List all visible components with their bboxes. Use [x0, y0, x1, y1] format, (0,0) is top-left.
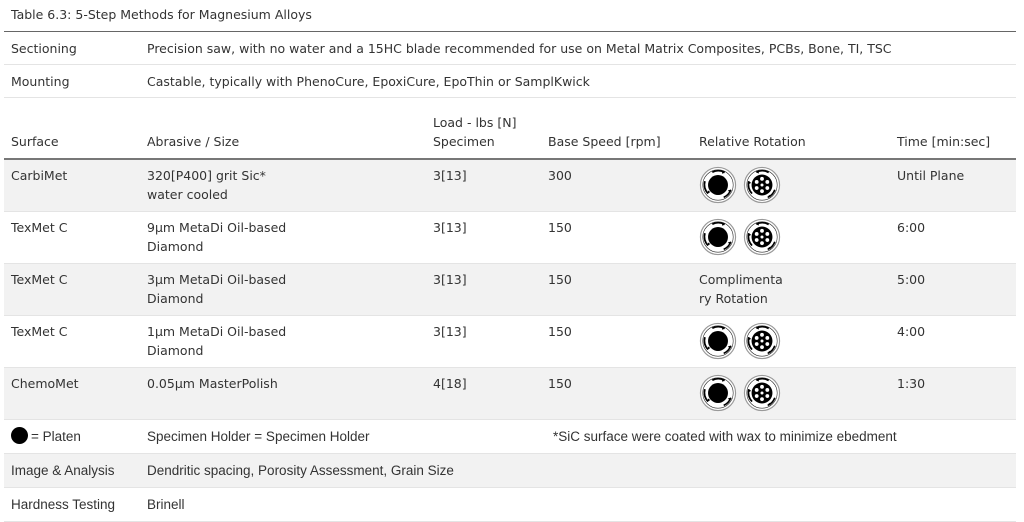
rotation-text-line2: ry Rotation: [699, 290, 768, 306]
abrasive-line2: Diamond: [147, 238, 204, 254]
row-value: Dendritic spacing, Porosity Assessment, Grain Size: [140, 453, 1016, 487]
hardness-testing-row: [4, 487, 1016, 521]
load-cell: 3[13]: [426, 263, 541, 315]
abrasive-cell: [140, 315, 426, 367]
table-row: [4, 159, 1016, 211]
legend-note: *SiC surface were coated with wax to minimize ebedment: [541, 419, 1016, 453]
speed-cell: 150: [541, 367, 692, 419]
rotation-text-line1: Complimenta: [699, 271, 783, 287]
column-header-row: [4, 98, 1016, 160]
time-cell: 4:00: [890, 315, 1016, 367]
specimen-holder-rotation-icon: [743, 374, 781, 412]
load-cell: 3[13]: [426, 315, 541, 367]
surface-cell: TexMet C: [4, 315, 140, 367]
row-label: Sectioning: [4, 32, 140, 65]
abrasive-cell: [140, 263, 426, 315]
header-load: [426, 98, 541, 160]
rotation-cell: [692, 367, 890, 419]
abrasive-line1: 9µm MetaDi Oil-based: [147, 219, 287, 235]
abrasive-line1: 1µm MetaDi Oil-based: [147, 323, 287, 339]
abrasive-line1: 320[P400] grit Sic*: [147, 168, 266, 183]
legend-holder: Specimen Holder = Specimen Holder: [140, 419, 541, 453]
rotation-cell: [692, 159, 890, 211]
abrasive-cell: [140, 211, 426, 263]
speed-cell: 150: [541, 315, 692, 367]
row-value: Castable, typically with PhenoCure, EpoxiCure, EpoThin or SamplKwick: [140, 65, 1016, 98]
sectioning-row: [4, 32, 1016, 65]
row-label: Hardness Testing: [4, 487, 140, 521]
rotation-cell: [692, 263, 890, 315]
header-time: Time [min:sec]: [890, 98, 1016, 160]
specimen-holder-rotation-icon: [743, 322, 781, 360]
table-row: [4, 263, 1016, 315]
load-cell: 3[13]: [426, 159, 541, 211]
abrasive-line2: water cooled: [147, 187, 228, 202]
abrasive-cell: [140, 367, 426, 419]
platen-rotation-icon: [699, 166, 737, 204]
table-caption: Table 6.3: 5-Step Methods for Magnesium Alloys: [11, 7, 312, 22]
header-speed: Base Speed [rpm]: [541, 98, 692, 160]
speed-cell: 150: [541, 263, 692, 315]
row-value: Precision saw, with no water and a 15HC blade recommended for use on Metal Matrix Composites, PCBs, Bone, TI, TSC: [140, 32, 1016, 65]
platen-rotation-icon: [699, 218, 737, 256]
header-abrasive: Abrasive / Size: [140, 98, 426, 160]
header-load-line2: Specimen: [433, 134, 495, 149]
surface-cell: ChemoMet: [4, 367, 140, 419]
image-analysis-row: [4, 453, 1016, 487]
legend-platen-label: = Platen: [31, 428, 81, 444]
rotation-cell: [692, 211, 890, 263]
time-cell: 1:30: [890, 367, 1016, 419]
abrasive-line1: 3µm MetaDi Oil-based: [147, 271, 287, 287]
abrasive-line2: Diamond: [147, 342, 204, 358]
surface-cell: TexMet C: [4, 211, 140, 263]
surface-cell: CarbiMet: [4, 159, 140, 211]
table-row: [4, 315, 1016, 367]
specimen-holder-rotation-icon: [743, 218, 781, 256]
header-rotation: Relative Rotation: [692, 98, 890, 160]
row-value: Brinell: [140, 487, 1016, 521]
load-cell: 3[13]: [426, 211, 541, 263]
legend-row: [4, 419, 1016, 453]
table-row: [4, 211, 1016, 263]
table-row: [4, 367, 1016, 419]
legend-platen: [4, 419, 140, 453]
row-label: Image & Analysis: [4, 453, 140, 487]
abrasive-line2: Diamond: [147, 290, 204, 306]
header-surface: Surface: [4, 98, 140, 160]
rotation-cell: [692, 315, 890, 367]
abrasive-line1: 0.05µm MasterPolish: [147, 375, 278, 391]
mounting-row: [4, 65, 1016, 98]
platen-rotation-icon: [699, 322, 737, 360]
time-cell: 5:00: [890, 263, 1016, 315]
time-cell: 6:00: [890, 211, 1016, 263]
abrasive-cell: [140, 159, 426, 211]
platen-rotation-icon: [699, 374, 737, 412]
time-cell: Until Plane: [890, 159, 1016, 211]
load-cell: 4[18]: [426, 367, 541, 419]
specimen-holder-rotation-icon: [743, 166, 781, 204]
speed-cell: 150: [541, 211, 692, 263]
header-load-line1: Load - lbs [N]: [433, 115, 517, 130]
speed-cell: 300: [541, 159, 692, 211]
row-label: Mounting: [4, 65, 140, 98]
surface-cell: TexMet C: [4, 263, 140, 315]
method-table: [4, 31, 1016, 522]
platen-dot-icon: [11, 427, 28, 444]
